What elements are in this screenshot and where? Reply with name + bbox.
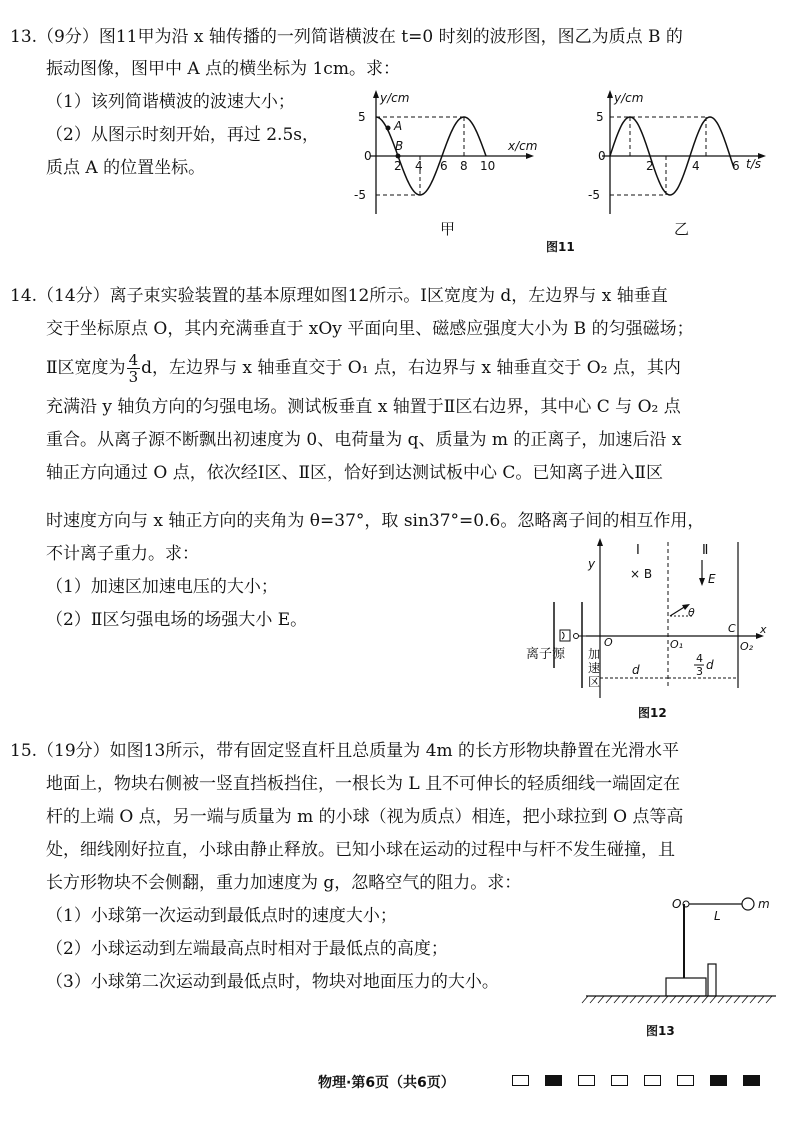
q15-sub2: （2）小球运动到左端最高点时相对于最低点的高度； bbox=[46, 939, 448, 959]
fig11-caption: 图11 bbox=[546, 240, 575, 254]
jia-xlabel: x/cm bbox=[508, 139, 538, 153]
jia-ylabel: y/cm bbox=[380, 91, 410, 105]
page-footer: 物理·第6页（共6页） bbox=[318, 1075, 455, 1091]
fig13-o: O bbox=[672, 897, 682, 911]
fig12-o: O bbox=[604, 636, 613, 649]
q15-line4: 处，细线刚好拉直，小球由静止释放。已知小球在运动的过程中与杆不发生碰撞，且 bbox=[46, 840, 675, 860]
footer-mark-7 bbox=[710, 1075, 727, 1086]
fig12-x-axis: x bbox=[760, 623, 767, 636]
q14-line3-a: Ⅱ区宽度为 bbox=[46, 358, 126, 378]
jia-name: 甲 bbox=[440, 220, 456, 238]
jia-xtick-4: 4 bbox=[415, 159, 423, 173]
footer-mark-4 bbox=[611, 1075, 628, 1086]
jia-xtick-2: 2 bbox=[394, 159, 402, 173]
pendulum-block-diagram bbox=[580, 890, 780, 1010]
footer-mark-2 bbox=[545, 1075, 562, 1086]
fig12-width-den: 3 bbox=[696, 665, 703, 678]
fig12-width-d: d bbox=[632, 663, 640, 677]
q13-sub1: （1）该列简谐横波的波速大小； bbox=[46, 92, 295, 112]
wave-graph-yi bbox=[582, 88, 782, 238]
fig12-width-num: 4 bbox=[696, 652, 703, 665]
fig12-b-label: × B bbox=[630, 567, 653, 581]
fig13-l: L bbox=[714, 909, 721, 923]
jia-xtick-8: 8 bbox=[460, 159, 468, 173]
q14-line6: 轴正方向通过 O 点，依次经Ⅰ区、Ⅱ区，恰好到达测试板中心 C。已知离子进入Ⅱ区 bbox=[46, 463, 663, 483]
fig12-theta: θ bbox=[688, 606, 695, 619]
jia-point-b bbox=[396, 154, 401, 159]
fig12-region1: Ⅰ bbox=[636, 543, 640, 558]
fig13-caption: 图13 bbox=[646, 1024, 675, 1038]
yi-ytick-5: 5 bbox=[596, 110, 604, 124]
fig12-accel2: 速 bbox=[588, 661, 601, 675]
q15-line1: 15.（19分）如图13所示，带有固定竖直杆且总质量为 4m 的长方形物块静置在光滑水平 bbox=[10, 741, 680, 761]
q13-line1: 13.（9分）图11甲为沿 x 轴传播的一列简谐横波在 t=0 时刻的波形图，图乙为质点 B 的 bbox=[10, 27, 683, 47]
yi-xlabel: t/s bbox=[746, 157, 761, 171]
fig12-accel1: 加 bbox=[588, 647, 601, 661]
q14-sub1: （1）加速区加速电压的大小； bbox=[46, 577, 278, 597]
q14-line1: 14.（14分）离子束实验装置的基本原理如图12所示。Ⅰ区宽度为 d，左边界与 x 轴垂直 bbox=[10, 286, 668, 306]
q15-line2: 地面上，物块右侧被一竖直挡板挡住，一根长为 L 且不可伸长的轻质细线一端固定在 bbox=[46, 774, 681, 794]
fig12-c: C bbox=[728, 622, 736, 635]
wave-graph-jia bbox=[340, 88, 540, 238]
fig12-width-d2: d bbox=[706, 658, 714, 672]
jia-ytick-neg5: -5 bbox=[354, 188, 366, 202]
fig12-o1: O₁ bbox=[670, 638, 684, 651]
q13-line2: 振动图像，图甲中 A 点的横坐标为 1cm。求： bbox=[46, 59, 400, 79]
yi-xtick-4: 4 bbox=[692, 159, 700, 173]
yi-ylabel: y/cm bbox=[614, 91, 644, 105]
q15-sub3: （3）小球第二次运动到最低点时，物块对地面压力的大小。 bbox=[46, 972, 499, 992]
footer-mark-6 bbox=[677, 1075, 694, 1086]
q15-line3: 杆的上端 O 点，另一端与质量为 m 的小球（视为质点）相连，把小球拉到 O 点等高 bbox=[46, 807, 684, 827]
q15-line5: 长方形物块不会侧翻，重力加速度为 g，忽略空气的阻力。求： bbox=[46, 873, 522, 893]
q13-sub3: 质点 A 的位置坐标。 bbox=[46, 158, 206, 178]
fig12-o2: O₂ bbox=[740, 640, 754, 653]
fig13-m: m bbox=[758, 897, 770, 911]
jia-point-a bbox=[386, 126, 391, 131]
footer-mark-8 bbox=[743, 1075, 760, 1086]
fig12-y-axis: y bbox=[588, 557, 596, 571]
yi-ytick-neg5: -5 bbox=[588, 188, 600, 202]
footer-mark-1 bbox=[512, 1075, 529, 1086]
yi-ytick-0: 0 bbox=[598, 149, 606, 163]
q14-line8: 不计离子重力。求： bbox=[46, 544, 199, 564]
yi-xtick-2: 2 bbox=[646, 159, 654, 173]
fig12-region2: Ⅱ bbox=[702, 543, 709, 558]
jia-ytick-5: 5 bbox=[358, 110, 366, 124]
q14-line3 bbox=[46, 352, 681, 385]
footer-mark-5 bbox=[644, 1075, 661, 1086]
q14-line2: 交于坐标原点 O，其内充满垂直于 xOy 平面向里、磁感应强度大小为 B 的匀强磁场； bbox=[46, 319, 694, 339]
q14-line3-b: d，左边界与 x 轴垂直交于 O₁ 点，右边界与 x 轴垂直交于 O₂ 点，其内 bbox=[141, 358, 681, 378]
q14-line7: 时速度方向与 x 轴正方向的夹角为 θ=37°，取 sin37°=0.6。忽略离子间的相互作用， bbox=[46, 511, 705, 531]
jia-ytick-0: 0 bbox=[364, 149, 372, 163]
fig12-caption: 图12 bbox=[638, 706, 667, 720]
jia-point-a-label: A bbox=[394, 119, 403, 133]
ion-beam-diagram bbox=[520, 538, 780, 698]
jia-point-b-label: B bbox=[395, 139, 404, 153]
fig12-ion-source: 离子源 bbox=[526, 647, 566, 662]
q14-line5: 重合。从离子源不断飘出初速度为 0、电荷量为 q、质量为 m 的正离子，加速后沿 x bbox=[46, 430, 682, 450]
fig12-e-label: E bbox=[708, 572, 716, 586]
yi-name: 乙 bbox=[674, 220, 690, 238]
footer-mark-3 bbox=[578, 1075, 595, 1086]
q14-fraction: $\frac{4}{3}$ bbox=[128, 351, 139, 386]
fig12-accel3: 区 bbox=[588, 675, 601, 689]
yi-xtick-6: 6 bbox=[732, 159, 740, 173]
q14-sub2: （2）Ⅱ区匀强电场的场强大小 E。 bbox=[46, 610, 308, 630]
jia-xtick-6: 6 bbox=[440, 159, 448, 173]
q15-sub1: （1）小球第一次运动到最低点时的速度大小； bbox=[46, 906, 397, 926]
q13-sub2: （2）从图示时刻开始，再过 2.5s， bbox=[46, 125, 319, 145]
q14-line4: 充满沿 y 轴负方向的匀强电场。测试板垂直 x 轴置于Ⅱ区右边界，其中心 C 与 O₂ 点 bbox=[46, 397, 681, 417]
jia-xtick-10: 10 bbox=[480, 159, 496, 173]
